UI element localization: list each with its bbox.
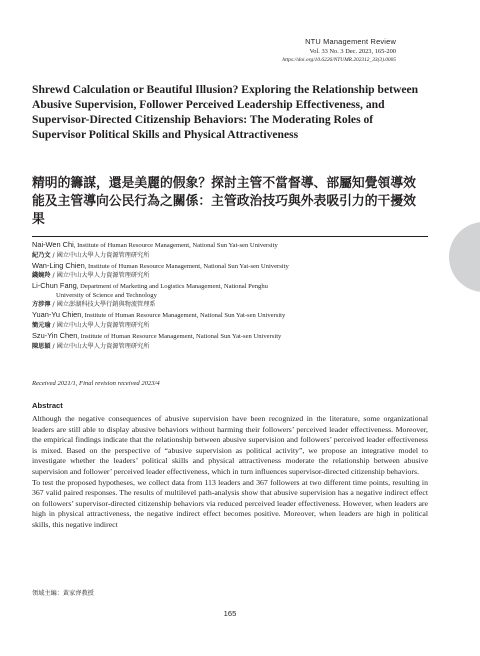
author-affiliation: , Institute of Human Resource Management, National Sun Yat-sen University: [84, 262, 289, 270]
author-affiliation-zh: / 國立中山大學人力資源管理研究所: [50, 321, 150, 329]
author-name: Li-Chun Fang: [32, 281, 77, 291]
author-entry: [32, 311, 428, 330]
journal-header: [156, 37, 396, 64]
author-name-zh: 紀乃文: [32, 251, 51, 259]
author-entry: [32, 332, 428, 351]
author-affiliation-continued: University of Science and Technology: [56, 291, 157, 299]
author-affiliation-zh: / 國立中山大學人力資源管理研究所: [50, 342, 150, 350]
author-name-zh: 錢婉羚: [32, 272, 51, 280]
author-entry: [32, 241, 428, 260]
author-name-zh: 方涉濘: [32, 301, 51, 309]
area-editor-note: 領域主編：黃家齊教授: [32, 590, 94, 597]
author-affiliation-zh: / 國立中山大學人力資源管理研究所: [50, 251, 150, 259]
author-name: Yuan-Yu Chien: [32, 310, 82, 320]
author-affiliation-zh: / 國立中山大學人力資源管理研究所: [50, 272, 150, 280]
author-entry: [32, 262, 428, 281]
title-divider: [32, 236, 428, 237]
journal-volume-info: Vol. 33 No. 3 Dec. 2023, 165-200: [309, 48, 396, 55]
journal-doi-link[interactable]: https://doi.org/10.6226/NTUMR.202312_33(3).0005: [282, 57, 396, 63]
author-affiliation-zh: / 國立澎湖科技大學行銷與物流管理系: [50, 301, 156, 309]
author-affiliation: , Institute of Human Resource Management, National Sun Yat-sen University: [77, 332, 282, 340]
abstract-heading: Abstract: [32, 401, 63, 410]
received-dates: Received 2021/1, Final revision received 2023/4: [32, 380, 160, 387]
author-list: [32, 241, 428, 353]
author-entry: [32, 282, 428, 309]
abstract-paragraph: To test the proposed hypotheses, we collect data from 113 leaders and 367 followers at two different time points, resulting in 367 valid paired responses. The results of multilevel path-analysis show that abusive supervision has a negative indirect effect on followers’ supervisor-directed citizenship behaviors via reduced perceived leader effectiveness. However, when leaders are high in physical attractiveness, the negative indirect effect becomes positive. Moreover, when leaders are high in political skills, this negative indirect: [32, 477, 428, 529]
author-name: Wan-Ling Chien: [32, 260, 85, 270]
side-tab-marker: [449, 222, 480, 292]
title-english: Shrewd Calculation or Beautiful Illusion? Exploring the Relationship between Abusive Supervision, Follower Perceived Leadership Effectiveness, and Supervisor-Directed Citizenship Behaviors: The Moderating Roles of Supervisor Political Skills and Physical Attractiveness: [32, 83, 419, 141]
author-name: Nai-Wen Chi: [32, 240, 74, 249]
author-name-zh: 陳思穎: [32, 342, 51, 350]
title-chinese: 精明的籌謀，還是美麗的假象？探討主管不當督導、部屬知覺領導效能及主管導向公民行為之關係：主管政治技巧與外表吸引力的干擾效果: [32, 176, 416, 227]
author-affiliation: , Department of Marketing and Logistics Management, National Penghu: [76, 283, 268, 291]
author-name: Szu-Yin Chen: [32, 330, 78, 340]
page-number: 165: [223, 609, 237, 618]
author-affiliation: , Institute of Human Resource Management, National Sun Yat-sen University: [81, 312, 286, 320]
author-name-zh: 簡元瑜: [32, 321, 51, 329]
author-affiliation: , Institute of Human Resource Management, National Sun Yat-sen University: [73, 242, 278, 249]
journal-name: NTU Management Review: [305, 37, 396, 46]
abstract-paragraph: Although the negative consequences of abusive supervision have been recognized in the literature, some organizational leaders are still able to display abusive behaviors without harming their followers’ perceived leader effectiveness. Moreover, the empirical findings indicate that the relationship between abusive supervision and followers’ perceived leader effectiveness is mixed. Based on the perspective of “abusive supervision as political activity”, we propose an integrative model to investigate whether the leaders’ political skills and physical attractiveness moderate the relationship between abusive supervision and follower’ perceived leader effectiveness, which in turn influences supervisor-directed citizenship behaviors.: [32, 414, 428, 476]
abstract-body: [32, 414, 428, 531]
